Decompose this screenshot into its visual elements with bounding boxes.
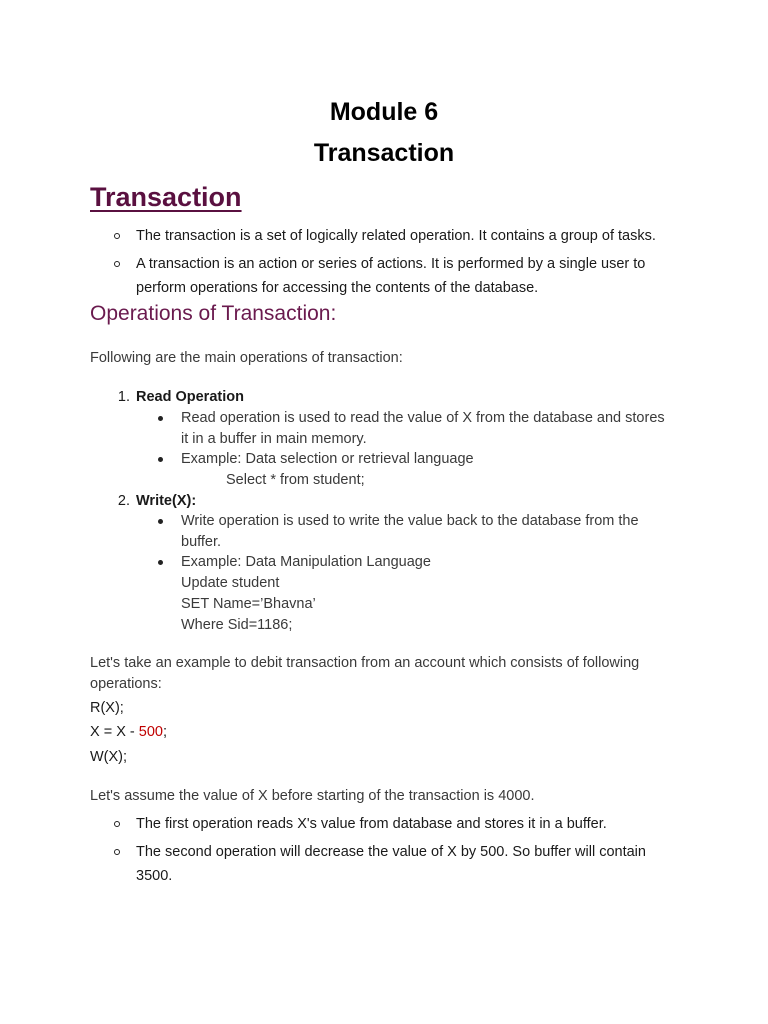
example-code-line: Update student bbox=[181, 575, 280, 591]
hollow-circle-bullet-icon bbox=[114, 233, 120, 239]
example-code-line: SET Name=’Bhavna’ bbox=[181, 596, 316, 612]
assumption-text: Let's assume the value of X before starting of the transaction is 4000. bbox=[90, 788, 535, 804]
bullet-text: The transaction is a set of logically related operation. It contains a group of tasks. bbox=[136, 228, 656, 244]
operation-label: Read Operation bbox=[136, 389, 244, 405]
code-line-compute bbox=[90, 720, 167, 744]
hollow-circle-bullet-icon bbox=[114, 821, 120, 827]
operation-label: Write(X): bbox=[136, 493, 197, 509]
debit-amount: 500 bbox=[138, 724, 163, 740]
code-line-read: R(X); bbox=[90, 700, 124, 716]
bullet-text: The first operation reads X's value from database and stores it in a buffer. bbox=[136, 816, 607, 832]
bullet-text: A transaction is an action or series of actions. It is performed by a single user to perform operations for accessing the contents of the database. bbox=[136, 256, 646, 296]
example-intro: Let's take an example to debit transaction from an account which consists of following operations: bbox=[90, 655, 640, 692]
operation-number: 2. bbox=[117, 493, 130, 509]
operations-subheading: Operations of Transaction: bbox=[90, 302, 337, 325]
filled-dot-bullet-icon bbox=[158, 457, 163, 462]
filled-dot-bullet-icon bbox=[158, 560, 163, 565]
code-suffix: ; bbox=[162, 724, 167, 740]
example-code-line: Where Sid=1186; bbox=[181, 617, 293, 633]
filled-dot-bullet-icon bbox=[158, 519, 163, 524]
code-line-write: W(X); bbox=[90, 749, 128, 765]
example-code-line: Select * from student; bbox=[226, 472, 365, 488]
module-subtitle: Transaction bbox=[313, 139, 455, 167]
operation-detail: Example: Data selection or retrieval language bbox=[181, 451, 474, 467]
code-prefix: X = X - bbox=[90, 724, 139, 740]
hollow-circle-bullet-icon bbox=[114, 261, 120, 267]
filled-dot-bullet-icon bbox=[158, 416, 163, 421]
operation-detail: Example: Data Manipulation Language bbox=[181, 554, 431, 570]
operations-intro: Following are the main operations of transaction: bbox=[90, 350, 403, 366]
hollow-circle-bullet-icon bbox=[114, 849, 120, 855]
operation-detail: Write operation is used to write the value back to the database from the buffer. bbox=[181, 513, 639, 550]
section-heading: Transaction bbox=[90, 182, 242, 212]
operation-number: 1. bbox=[117, 389, 130, 405]
operation-detail: Read operation is used to read the value of X from the database and stores it in a buffer in main memory. bbox=[181, 410, 665, 447]
bullet-text: The second operation will decrease the value of X by 500. So buffer will contain 3500. bbox=[136, 844, 646, 884]
module-title: Module 6 bbox=[329, 98, 439, 126]
